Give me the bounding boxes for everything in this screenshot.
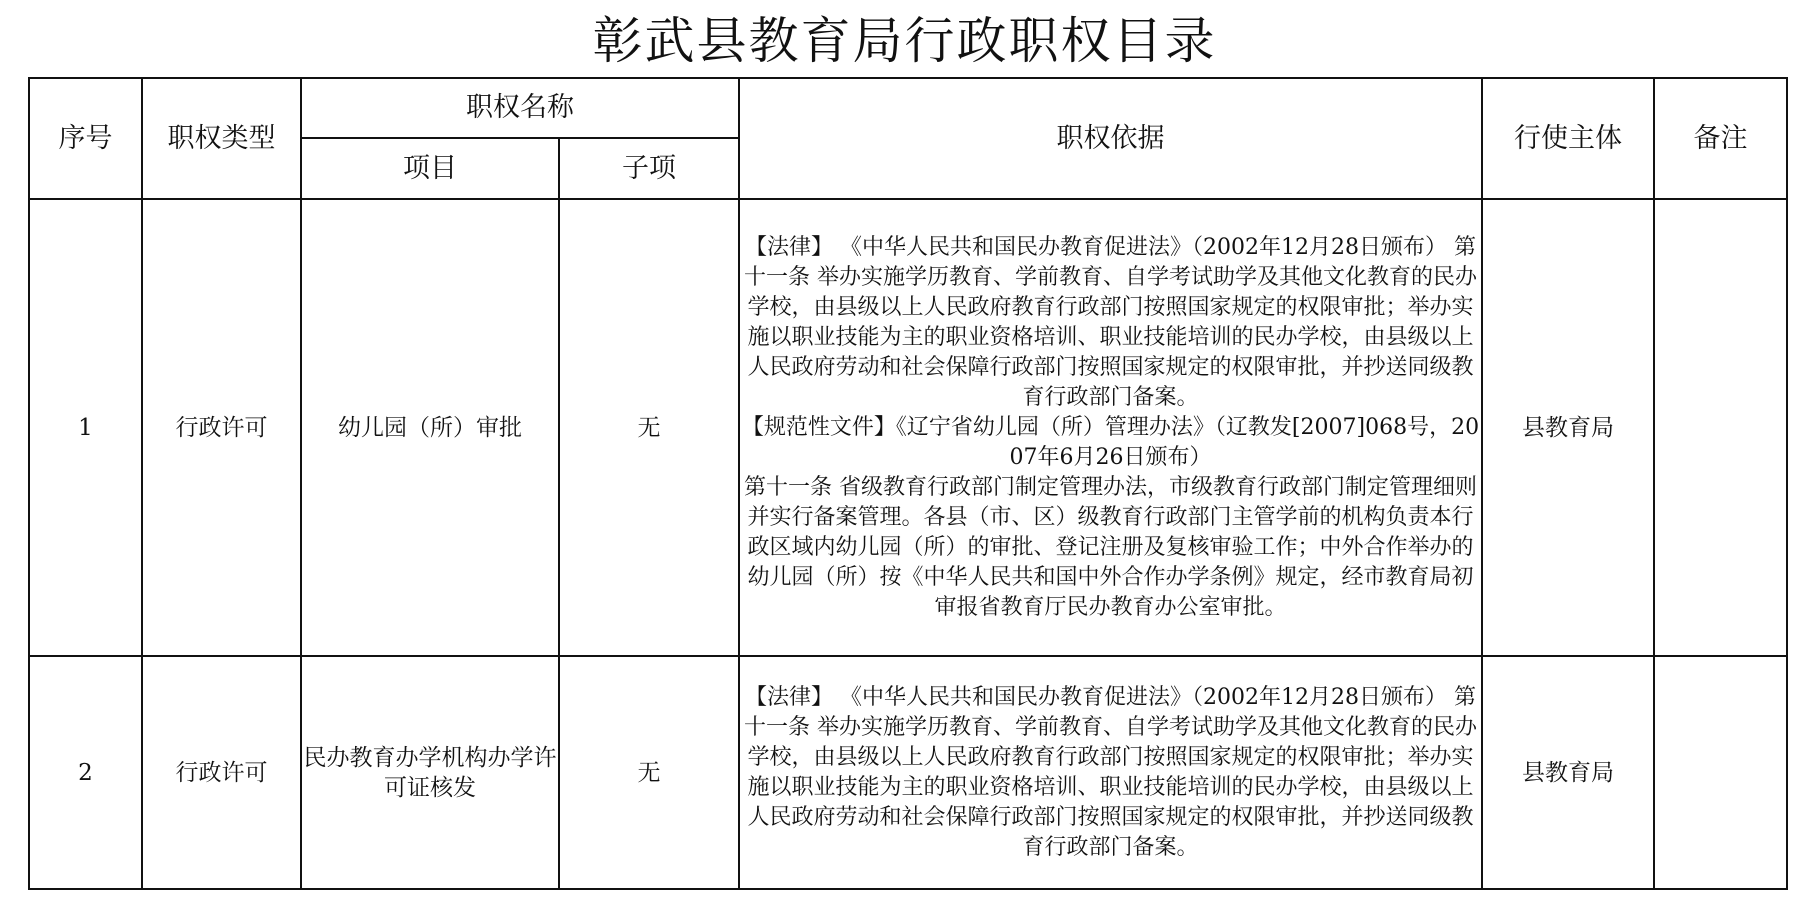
basis-normative-document: 【规范性文件】《辽宁省幼儿园（所）管理办法》（辽教发[2007]068号，2007年6月26日颁布）: [741, 414, 1480, 470]
header-subject: 行使主体: [1482, 78, 1654, 199]
row-item: 幼儿园（所）审批: [301, 199, 559, 656]
row-type: 行政许可: [142, 656, 301, 889]
header-row-top: [29, 78, 1787, 138]
power-catalog-table: [28, 77, 1788, 890]
row-basis: [739, 199, 1482, 656]
table-row: [29, 656, 1787, 889]
basis-law-clause: 【法律】 《中华人民共和国民办教育促进法》（2002年12月28日颁布） 第十一条 举办实施学历教育、学前教育、自学考试助学及其他文化教育的民办学校，由县级以上人民政府教育行政部门按照国家规定的权限审批；举办实施以职业技能为主的职业资格培训、职业技能培训的民办学校，由县级以上人民政府劳动和社会保障行政部门按照国家规定的权限审批，并抄送同级教育行政部门备案。: [744, 684, 1477, 860]
header-item: 项目: [301, 138, 559, 199]
table-row: [29, 199, 1787, 656]
page-title: 彰武县教育局行政职权目录: [592, 12, 1217, 70]
row-subject: 县教育局: [1482, 199, 1654, 656]
header-subitem: 子项: [559, 138, 739, 199]
row-remarks: [1654, 199, 1787, 656]
row-subitem: 无: [559, 656, 739, 889]
header-remarks: 备注: [1654, 78, 1787, 199]
basis-article: 第十一条 省级教育行政部门制定管理办法，市级教育行政部门制定管理细则并实行备案管理。各县（市、区）级教育行政部门主管学前的机构负责本行政区域内幼儿园（所）的审批、登记注册及复核审验工作；中外合作举办的幼儿园（所）按《中华人民共和国中外合作办学条例》规定，经市教育局初审报省教育厅民办教育办公室审批。: [744, 474, 1477, 620]
row-seq: 1: [29, 199, 142, 656]
basis-law-clause: 【法律】 《中华人民共和国民办教育促进法》（2002年12月28日颁布） 第十一条 举办实施学历教育、学前教育、自学考试助学及其他文化教育的民办学校，由县级以上人民政府教育行政部门按照国家规定的权限审批；举办实施以职业技能为主的职业资格培训、职业技能培训的民办学校，由县级以上人民政府劳动和社会保障行政部门按照国家规定的权限审批，并抄送同级教育行政部门备案。: [744, 234, 1477, 410]
row-subitem: 无: [559, 199, 739, 656]
row-subject: 县教育局: [1482, 656, 1654, 889]
row-seq: 2: [29, 656, 142, 889]
header-type: 职权类型: [142, 78, 301, 199]
header-basis: 职权依据: [739, 78, 1482, 199]
row-type: 行政许可: [142, 199, 301, 656]
row-basis: [739, 656, 1482, 889]
header-name: 职权名称: [301, 78, 739, 138]
header-seq: 序号: [29, 78, 142, 199]
row-item: 民办教育办学机构办学许可证核发: [301, 656, 559, 889]
row-remarks: [1654, 656, 1787, 889]
